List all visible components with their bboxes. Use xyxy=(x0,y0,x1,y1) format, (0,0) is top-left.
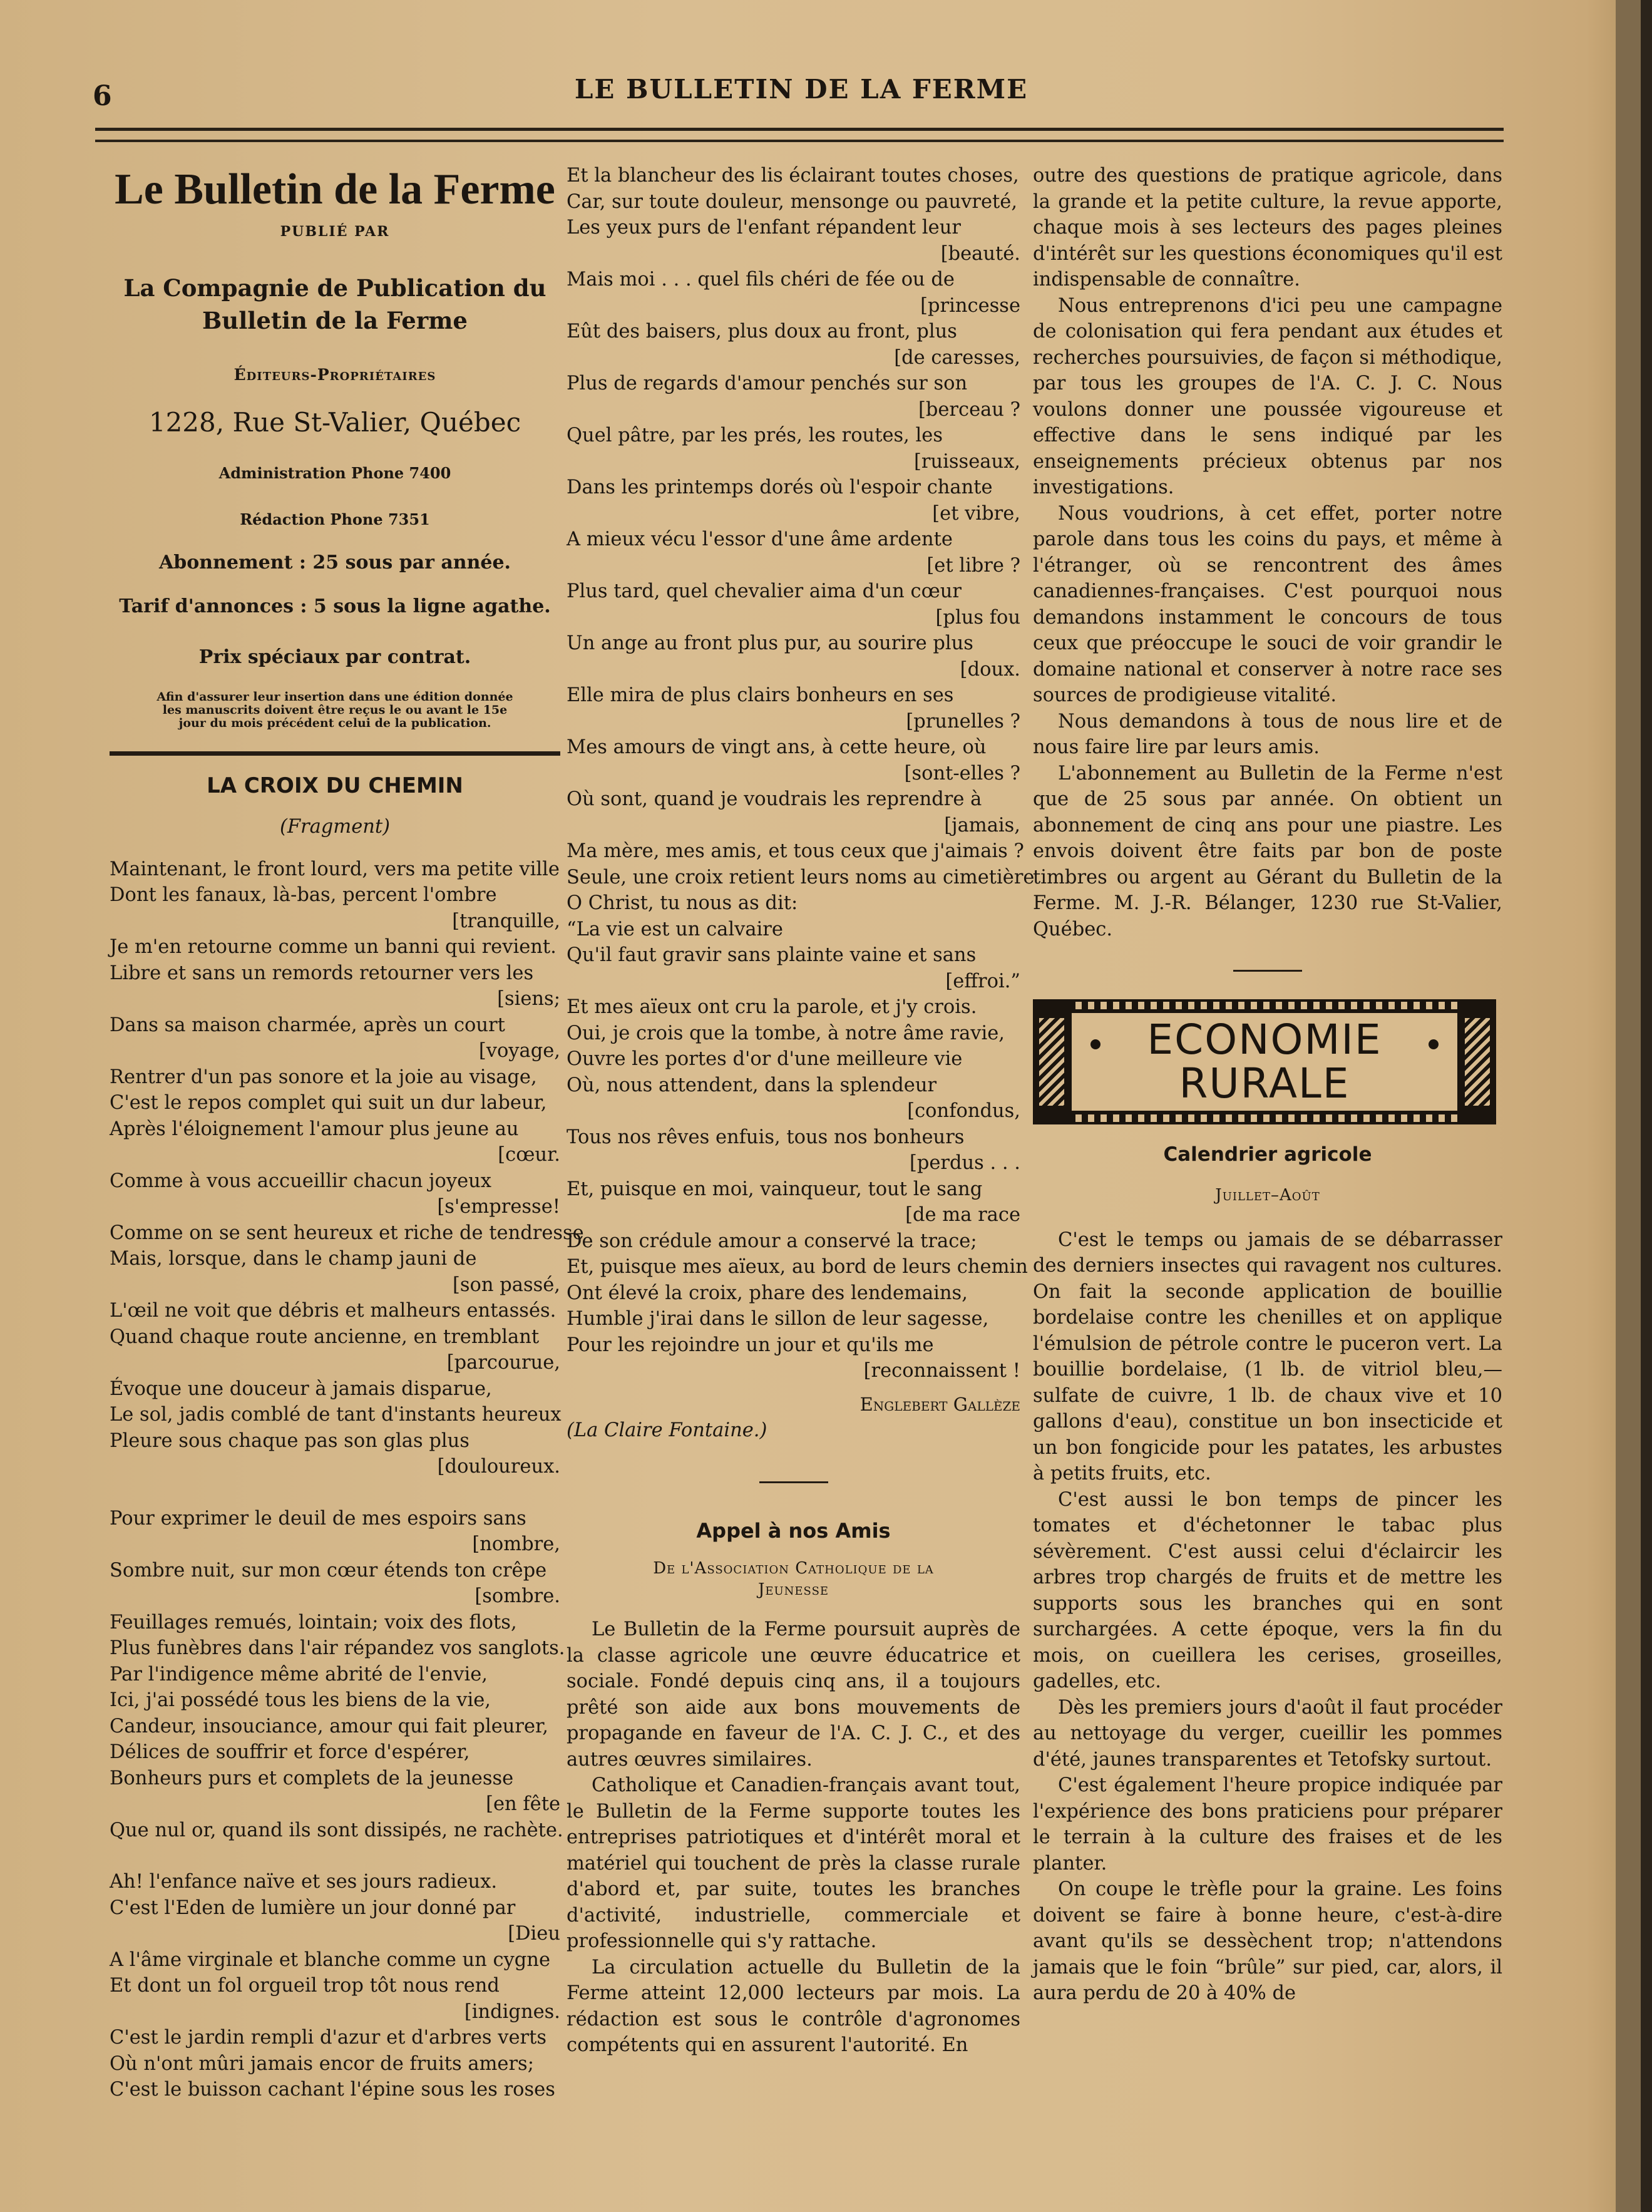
poem-line: Pour les rejoindre un jour et qu'ils me xyxy=(567,1334,934,1356)
poem-line: Eût des baisers, plus doux au front, plus xyxy=(567,321,957,342)
paragraph: Catholique et Canadien-français avant tout, le Bulletin de la Ferme supporte toutes les entreprises patriotiques et d'intérêt moral et matériel qui touchent de près la classe rurale d'abord et, par suite, toutes les branches d'activité, industrielle, commerciale et professionnelle qui s'y rattache. xyxy=(567,1774,1020,1952)
notice-line: jour du mois précédent celui de la publication. xyxy=(178,716,491,730)
poem-subtitle: (Fragment) xyxy=(279,816,391,838)
poem-line: Comme à vous accueillir chacun joyeux xyxy=(110,1170,491,1192)
poem-line: Sombre nuit, sur mon cœur étends ton crêpe xyxy=(110,1559,547,1582)
notice-line: les manuscrits doivent être reçus le ou avant le 15e xyxy=(162,702,508,717)
poem-line: Dans les printemps dorés où l'espoir chante xyxy=(567,476,993,498)
published-by: PUBLIÉ PAR xyxy=(280,224,390,240)
poem-line-runover: [siens; xyxy=(497,988,560,1010)
stanza-gap xyxy=(110,1480,560,1506)
paragraph: outre des questions de pratique agricole, dans la grande et la petite culture, la revue apporte, chaque mois à ses lecteurs des pages pleines d'intérêt sur les questions économiques qu'il est indispensable de connaître. xyxy=(1033,165,1502,291)
poem-line: Quand chaque route ancienne, en tremblant xyxy=(110,1325,540,1348)
poem-line: Délices de souffrir et force d'espérer, xyxy=(110,1741,470,1763)
poem-line: Le sol, jadis comblé de tant d'instants heureux xyxy=(110,1404,562,1426)
poem-line: Évoque une douceur à jamais disparue, xyxy=(110,1377,492,1400)
calendar-title: Calendrier agricole xyxy=(1163,1143,1372,1166)
notice xyxy=(110,691,560,730)
poem-line: Oui, je crois que la tombe, à notre âme ravie, xyxy=(567,1022,1005,1044)
paragraph: Le Bulletin de la Ferme poursuit auprès de la classe agricole une œuvre éducatrice et sociale. Fondé depuis cinq ans, il a toujours prêté son aide aux bons mouvements de propagande en faveur de l'A. C. J. C., et des autres œuvres similaires. xyxy=(567,1618,1020,1771)
poem-line: Où n'ont mûri jamais encor de fruits amers; xyxy=(110,2052,534,2075)
poem-line: Ont élevé la croix, phare des lendemains, xyxy=(567,1282,968,1304)
paragraph: C'est également l'heure propice indiquée par l'expérience des bons praticiens pour préparer le terrain à la culture des fraises et de les planter. xyxy=(1033,1774,1502,1875)
header-rule xyxy=(95,128,1504,142)
economie-rurale-banner xyxy=(1033,999,1496,1124)
calendar-period: Juillet–Août xyxy=(1215,1185,1320,1205)
poem-line: Comme on se sent heureux et riche de tendresse xyxy=(110,1222,584,1244)
poem-stanza-3 xyxy=(110,1869,560,2103)
column-2 xyxy=(567,163,1035,2059)
company-line-1: La Compagnie de Publication du xyxy=(123,274,546,302)
paragraph: Nous voudrions, à cet effet, porter notre parole dans tous les coins du pays, et même à l'étranger, où se rencontrent des âmes canadiennes-françaises. C'est pourquoi nous demandons instamment le concours de tous ceux que préoccupe le souci de voir grandir le domaine national et conserver à notre race ses sources de prodigieuse vitalité. xyxy=(1033,502,1502,706)
appel-title: Appel à nos Amis xyxy=(696,1518,891,1543)
masthead-rule xyxy=(110,751,560,756)
poem-line: Ouvre les portes d'or d'une meilleure vie xyxy=(567,1048,963,1070)
poem-line-runover: [en fête xyxy=(486,1793,560,1815)
poem-line: Ici, j'ai possédé tous les biens de la vie, xyxy=(110,1689,491,1711)
poem-line: C'est l'Eden de lumière un jour donné par xyxy=(110,1896,516,1919)
poem-line: Mais moi . . . quel fils chéri de fée ou de xyxy=(567,269,955,291)
poem-line: Feuillages remués, lointain; voix des flots, xyxy=(110,1611,517,1633)
address: 1228, Rue St-Valier, Québec xyxy=(148,407,521,438)
poem-line: Rentrer d'un pas sonore et la joie au visage, xyxy=(110,1066,537,1088)
poem-title: LA CROIX DU CHEMIN xyxy=(207,773,463,798)
poem-line: Et mes aïeux ont cru la parole, et j'y crois. xyxy=(567,996,977,1018)
poem-line-runover: [ruisseaux, xyxy=(914,450,1020,473)
section-divider xyxy=(1233,970,1302,972)
poem-line: C'est le buisson cachant l'épine sous les roses xyxy=(110,2079,555,2101)
poem-line: Après l'éloignement l'amour plus jeune au xyxy=(110,1118,519,1140)
masthead xyxy=(110,163,560,730)
poem-source: (La Claire Fontaine.) xyxy=(567,1419,767,1441)
paragraph: On coupe le trèfle pour la graine. Les foins doivent se faire à bonne heure, c'est-à-dire avant qu'ils se dessèchent trop; n'attendons jamais que le foin “brûle” sur pied, car, alors, il aura perdu de 20 à 40% de xyxy=(1033,1878,1502,2004)
poem-line: Et la blancheur des lis éclairant toutes choses, xyxy=(567,165,1019,187)
poem-line: Plus funèbres dans l'air répandez vos sanglots. xyxy=(110,1637,565,1659)
poem-line-runover: [douloureux. xyxy=(437,1456,560,1478)
poem-line-runover: [jamais, xyxy=(944,814,1020,836)
running-title: LE BULLETIN DE LA FERME xyxy=(574,74,1029,105)
banner-ornament xyxy=(1465,1018,1490,1106)
poem-line: Libre et sans un remords retourner vers les xyxy=(110,962,534,984)
poem-line-runover: [beauté. xyxy=(940,242,1020,265)
page-number: 6 xyxy=(93,80,112,112)
poem-line: Où, nous attendent, dans la splendeur xyxy=(567,1074,937,1096)
poem-line: Dont les fanaux, là-bas, percent l'ombre xyxy=(110,884,497,906)
phone-admin: Administration Phone 7400 xyxy=(218,464,451,482)
poem-line-runover: [et libre ? xyxy=(926,554,1020,577)
poem-line: Mes amours de vingt ans, à cette heure, où xyxy=(567,736,987,758)
paragraph: C'est aussi le bon temps de pincer les tomates et d'échetonner le tabac plus sévèrement. C'est aussi celui d'éclaircir les arbres trop chargés de fruits et de mettre les supports sous les branches qui en sont surchargées. A cette époque, vers la fin du mois, on cueillera les cerises, groseilles, gadelles, etc. xyxy=(1033,1488,1502,1692)
poem-line: A l'âme virginale et blanche comme un cygne xyxy=(110,1948,551,1971)
poem-line: Bonheurs purs et complets de la jeunesse xyxy=(110,1767,514,1789)
banner-word: RURALE xyxy=(1179,1059,1350,1108)
notice-line: Afin d'assurer leur insertion dans une édition donnée xyxy=(156,689,513,704)
paragraph: Dès les premiers jours d'août il faut procéder au nettoyage du verger, cueillir les pommes d'été, jaunes transparentes et Tetofsky surtout. xyxy=(1033,1696,1502,1771)
masthead-title: Le Bulletin de la Ferme xyxy=(115,165,555,213)
poem-line-runover: [prunelles ? xyxy=(906,710,1020,733)
company-line-2: Bulletin de la Ferme xyxy=(202,306,468,334)
poem-line: Candeur, insouciance, amour qui fait pleurer, xyxy=(110,1715,548,1737)
poem-line-runover: [voyage, xyxy=(478,1040,560,1062)
poem-line-runover: [tranquille, xyxy=(452,910,560,932)
poem-line: Car, sur toute douleur, mensonge ou pauvreté, xyxy=(567,190,1018,213)
appel-body-continued xyxy=(1033,163,1502,942)
poem-continued xyxy=(567,163,1035,1384)
poem-line: Et dont un fol orgueil trop tôt nous rend xyxy=(110,1975,500,1997)
ad-rate: Tarif d'annonces : 5 sous la ligne agathe. xyxy=(119,595,551,617)
poem-line-runover: [reconnaissent ! xyxy=(863,1360,1020,1382)
poem-line: Que nul or, quand ils sont dissipés, ne rachète. xyxy=(110,1819,563,1841)
column-3 xyxy=(1033,163,1502,2007)
poem-stanza-1 xyxy=(110,857,584,1480)
poem-line: Les yeux purs de l'enfant répandent leur xyxy=(567,217,961,239)
poem-line: Maintenant, le front lourd, vers ma petite ville xyxy=(110,858,560,880)
poem-line: Seule, une croix retient leurs noms au cimetière xyxy=(567,866,1035,888)
poem-line: Je m'en retourne comme un banni qui revient. xyxy=(110,936,557,958)
poem-line-runover: [de ma race xyxy=(905,1204,1020,1226)
paragraph: C'est le temps ou jamais de se débarrasser des derniers insectes qui ravagent nos cultures. On fait la seconde application de bouillie bordelaise contre les chenilles et on applique l'émulsion de pétrole contre le puceron vert. La bouillie bordelaise, (1 lb. de vitriol bleu,—sulfate de cuivre, 1 lb. de chaux vive et 10 gallons d'eau), constitue un bon insecticide et un bon fongicide pour les patates, les arbustes à petits fruits, etc. xyxy=(1033,1228,1502,1484)
poem-line-runover: [princesse xyxy=(920,294,1020,317)
poem-line: Un ange au front plus pur, au sourire plus xyxy=(567,632,973,654)
poem-line: Pleure sous chaque pas son glas plus xyxy=(110,1429,469,1452)
subscription: Abonnement : 25 sous par année. xyxy=(158,552,511,574)
paragraph: La circulation actuelle du Bulletin de la Ferme atteint 12,000 lecteurs par mois. La rédaction est sous le contrôle d'agronomes compétents qui en assurent l'autorité. En xyxy=(567,1956,1020,2056)
poem-line: Dans sa maison charmée, après un court xyxy=(110,1014,505,1036)
poem-line: Mais, lorsque, dans le champ jauni de xyxy=(110,1248,477,1270)
poem-line: L'œil ne voit que débris et malheurs entassés. xyxy=(110,1300,557,1322)
poem-line: C'est le jardin rempli d'azur et d'arbres verts xyxy=(110,2027,547,2049)
poem-line: Par l'indigence même abrité de l'envie, xyxy=(110,1663,488,1685)
poem-line: Humble j'irai dans le sillon de leur sagesse, xyxy=(567,1308,989,1330)
poem-line: De son crédule amour a conservé la trace; xyxy=(567,1230,977,1252)
poem-line-runover: [doux. xyxy=(960,658,1020,681)
poem-line: Tous nos rêves enfuis, tous nos bonheurs xyxy=(567,1126,965,1148)
banner-ornament xyxy=(1069,1002,1460,1009)
editors: Éditeurs-Propriétaires xyxy=(233,365,436,384)
appel-subtitle xyxy=(567,1558,1020,1600)
poem-line-runover: [sombre. xyxy=(475,1585,560,1607)
poem-line: Pour exprimer le deuil de mes espoirs sans xyxy=(110,1507,526,1530)
banner-panel xyxy=(1069,1011,1460,1113)
appel-body xyxy=(567,1617,1020,2059)
poem-author: Englebert Gallèze xyxy=(859,1393,1020,1415)
poem-line: Ma mère, mes amis, et tous ceux que j'aimais ? xyxy=(567,840,1024,862)
poem-line: Qu'il faut gravir sans plainte vaine et sans xyxy=(567,944,977,966)
appel-subtitle-line: De l'Association Catholique de la xyxy=(653,1559,934,1578)
poem-line-runover: [son passé, xyxy=(452,1273,560,1296)
poem-line-runover: [indignes. xyxy=(464,2000,560,2023)
paragraph: L'abonnement au Bulletin de la Ferme n'est que de 25 sous par année. On obtient un abonnement de cinq ans pour une piastre. Les envois doivent être faits par bon de poste timbres ou argent au Gérant du Bulletin de la Ferme. M. J.-R. Bélanger, 1230 rue St-Valier, Québec. xyxy=(1033,762,1502,940)
page-edge-dark xyxy=(1641,0,1652,2212)
poem-line-runover: [s'empresse! xyxy=(437,1196,560,1218)
poem-line-runover: [confondus, xyxy=(907,1100,1020,1122)
poem-line-runover: [effroi.” xyxy=(945,970,1020,992)
section-divider xyxy=(759,1481,828,1483)
poem-line: Plus tard, quel chevalier aima d'un cœur xyxy=(567,580,962,602)
banner-dot xyxy=(1429,1039,1439,1049)
poem-line-runover: [plus fou xyxy=(935,606,1020,629)
poem-line-runover: [Dieu xyxy=(508,1923,560,1945)
poem-line: C'est le repos complet qui suit un dur labeur, xyxy=(110,1092,547,1114)
poem-line-runover: [berceau ? xyxy=(918,398,1020,421)
poem-line-runover: [et vibre, xyxy=(932,502,1020,525)
poem-line-runover: [parcourue, xyxy=(446,1352,560,1374)
poem-line-runover: [sont-elles ? xyxy=(904,762,1020,784)
poem-line: Quel pâtre, par les prés, les routes, les xyxy=(567,424,943,446)
poem-line-runover: [nombre, xyxy=(472,1533,560,1555)
calendar-body xyxy=(1033,1227,1502,2007)
poem-line-runover: [perdus . . . xyxy=(909,1152,1020,1174)
poem-stanza-2 xyxy=(110,1506,565,1844)
phone-redaction: Rédaction Phone 7351 xyxy=(240,510,430,528)
poem-line: Plus de regards d'amour penchés sur son xyxy=(567,373,968,394)
poem-line: “La vie est un calvaire xyxy=(567,918,783,940)
poem-line: Ah! l'enfance naïve et ses jours radieux. xyxy=(110,1871,498,1893)
banner-word: ECONOMIE xyxy=(1147,1016,1382,1064)
banner-ornament xyxy=(1069,1114,1460,1122)
poem-line: A mieux vécu l'essor d'une âme ardente xyxy=(567,528,953,550)
paragraph: Nous entreprenons d'ici peu une campagne de colonisation qui fera pendant aux études et recherches poursuivies, de façon si méthodique, par tous les groupes de l'A. C. J. C. Nous voulons donner une poussée vigoureuse et effective dans le sens indiqué par les enseignements précieux obtenus par nos investigations. xyxy=(1033,294,1502,498)
paragraph: Nous demandons à tous de nous lire et de nous faire lire par leurs amis. xyxy=(1033,710,1502,758)
poem-line: Et, puisque en moi, vainqueur, tout le sang xyxy=(567,1178,983,1200)
poem-line: Et, puisque mes aïeux, au bord de leurs chemin xyxy=(567,1256,1028,1278)
poem-line-runover: [cœur. xyxy=(498,1144,560,1166)
appel-subtitle-line: Jeunesse xyxy=(757,1580,829,1599)
banner-dot xyxy=(1090,1039,1100,1049)
poem-line: Où sont, quand je voudrais les reprendre à xyxy=(567,788,982,810)
stanza-gap xyxy=(110,1843,560,1869)
poem-line-runover: [de caresses, xyxy=(894,346,1020,369)
poem-line: Elle mira de plus clairs bonheurs en ses xyxy=(567,684,954,706)
banner-ornament xyxy=(1039,1018,1064,1106)
special-prices: Prix spéciaux par contrat. xyxy=(198,646,471,668)
column-1 xyxy=(110,163,584,2103)
poem-line: O Christ, tu nous as dit: xyxy=(567,892,798,914)
